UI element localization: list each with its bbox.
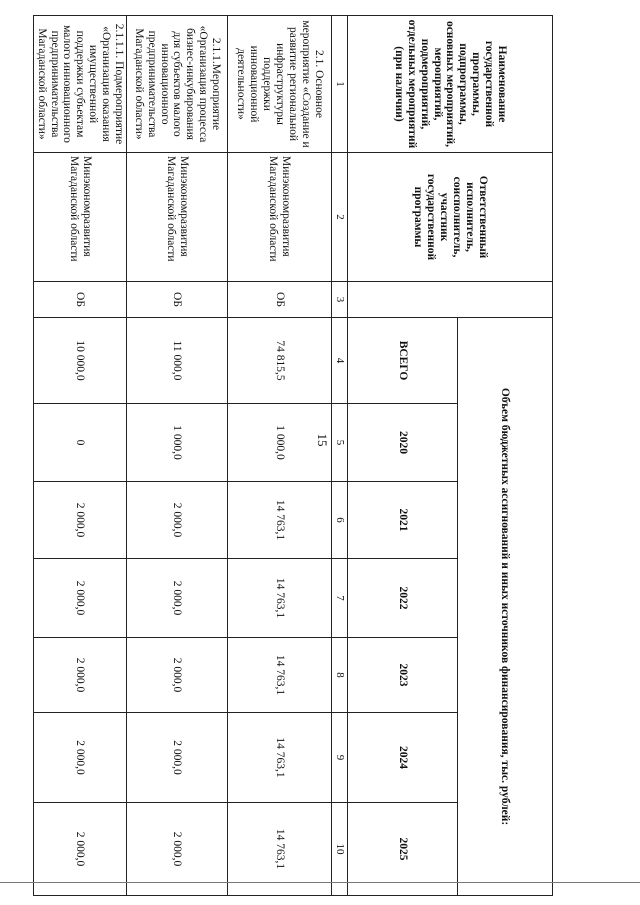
row-value: 2 000,0 <box>127 482 228 559</box>
row-value: 14 763,1 <box>228 803 332 896</box>
row-value: 2 000,0 <box>33 482 126 559</box>
row-value: 1 000,0 <box>228 404 332 482</box>
row-total: 11 000,0 <box>127 318 228 404</box>
column-number: 8 <box>332 638 348 713</box>
table-row <box>127 16 228 896</box>
row-value: 2 000,0 <box>127 559 228 638</box>
header-row-1 <box>458 16 553 896</box>
row-executor: Минэкономразвития Магаданской области <box>127 153 228 282</box>
row-value: 14 763,1 <box>228 638 332 713</box>
table-row <box>228 16 332 896</box>
row-value: 14 763,1 <box>228 482 332 559</box>
row-name: 2.1. Основное мероприятие «Создание и развитие региональной инфраструктуры поддержки инновационной деятельности» <box>228 16 332 153</box>
row-value: 1 000,0 <box>127 404 228 482</box>
header-year: 2020 <box>348 404 458 482</box>
row-total: 74 815,5 <box>228 318 332 404</box>
header-year: 2024 <box>348 713 458 803</box>
header-year: 2021 <box>348 482 458 559</box>
row-total: 10 000,0 <box>33 318 126 404</box>
column-number: 2 <box>332 153 348 282</box>
header-name: Наименование государственной программы, подпрограммы, основных мероприятий, мероприятий, подмероприятий, отдельных мероприятий (при наличии) <box>348 16 553 153</box>
column-number: 4 <box>332 318 348 404</box>
row-name: 2.1.1.1. Подмероприятие «Организация оказания имущественной поддержки субъектам малого инновационного предпринимательства Магаданской области» <box>33 16 126 153</box>
header-source <box>348 282 553 318</box>
row-value: 2 000,0 <box>127 638 228 713</box>
row-source: ОБ <box>33 282 126 318</box>
row-value: 2 000,0 <box>33 713 126 803</box>
row-value: 2 000,0 <box>33 559 126 638</box>
column-number: 1 <box>332 16 348 153</box>
row-executor: Минэкономразвития Магаданской области <box>228 153 332 282</box>
column-number: 5 <box>332 404 348 482</box>
column-number: 3 <box>332 282 348 318</box>
row-value: 2 000,0 <box>127 803 228 896</box>
column-number: 7 <box>332 559 348 638</box>
column-number: 10 <box>332 803 348 896</box>
row-value: 0 <box>33 404 126 482</box>
row-value: 2 000,0 <box>33 803 126 896</box>
row-value: 2 000,0 <box>33 638 126 713</box>
row-value: 14 763,1 <box>228 559 332 638</box>
column-number-row <box>332 16 348 896</box>
header-year: 2022 <box>348 559 458 638</box>
row-source: ОБ <box>228 282 332 318</box>
page-bottom-rule <box>0 882 640 883</box>
column-number: 6 <box>332 482 348 559</box>
row-source: ОБ <box>127 282 228 318</box>
row-value: 14 763,1 <box>228 713 332 803</box>
financing-table <box>33 15 553 896</box>
header-volume: Объем бюджетных ассигнований и иных источников финансирования, тыс. рублей: <box>458 318 553 896</box>
row-name: 2.1.1.Мероприятие «Организация процесса бизнес-инкубирования для субъектов малого инновационного предпринимательства Магаданской области» <box>127 16 228 153</box>
header-year: 2025 <box>348 803 458 896</box>
table-row <box>33 16 126 896</box>
row-executor: Минэкономразвития Магаданской области <box>33 153 126 282</box>
row-value: 2 000,0 <box>127 713 228 803</box>
header-year: 2023 <box>348 638 458 713</box>
column-number: 9 <box>332 713 348 803</box>
rotated-table-container <box>35 15 553 895</box>
header-executor: Ответственный исполнитель, соисполнитель, участник государственной программы <box>348 153 553 282</box>
header-total: ВСЕГО <box>348 318 458 404</box>
page-number: 15 <box>315 433 330 447</box>
